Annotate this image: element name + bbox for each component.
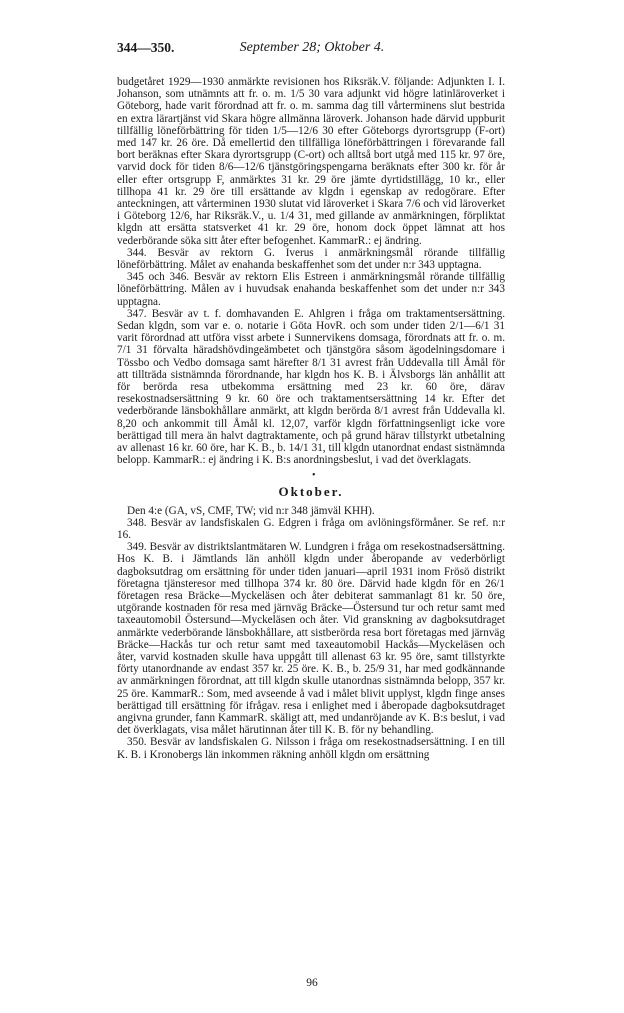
text-body <box>117 76 505 761</box>
paragraph: 347. Besvär av t. f. domhavanden E. Ahlgren i fråga om traktamentsersättning. Sedan klgdn, som var e. o. notarie i Göta HovR. och som under tiden 2/1—6/1 31 varit förordnad att utföra visst arbete i Sunnervikens domsaga, förordnats att fr. o. m. 7/1 31 förvalta häradshövdingeämbetet och tjänstgöra såsom ägodelningsdomare i Tössbo och Vedbo domsaga samt härefter 8/1 31 avrest från Uddevalla till Åmål för att tillträda sistnämnda förordnande, har klgdn hos K. B. i Älvsborgs län anhållit att för berörda resa utbekomma ersättning med 23 kr. 60 öre, därav resekostnadsersättning 9 kr. 60 öre och traktamentsersättning 14 kr. Efter det vederbörande länsbokhållare anmärkt, att klgdn berörda 8/1 avrest från Uddevalla kl. 8,20 och ankommit till Åmål kl. 12,07, varför klgdn författningsenligt icke vore berättigad till mera än halvt dagtraktamente, och på grund härav tillstyrkt utbetalning av allenast 16 kr. 60 öre, har K. B., b. 14/1 31, till klgdn utanordnat endast sistnämnda belopp. KammarR.: ej ändring i K. B:s anordningsbeslut, i vad det överklagats. <box>117 307 505 467</box>
section-separator <box>117 467 505 479</box>
paragraph: 348. Besvär av landsfiskalen G. Edgren i fråga om avlöningsförmåner. Se ref. n:r 16. <box>117 516 505 541</box>
page-number: 96 <box>306 977 318 989</box>
paragraph: 344. Besvär av rektorn G. Iverus i anmärkningsmål rörande tillfällig löneförbättring. Målet av enahanda beskaffenhet som det under n:r 343 upptagna. <box>117 246 505 272</box>
header-date: September 28; Oktober 4. <box>239 40 385 55</box>
month-heading: Oktober. <box>278 483 344 499</box>
paragraph: 349. Besvär av distriktslantmätaren W. Lundgren i fråga om resekostnadsersättning. Hos K. B. i Jämtlands län anhöll klgdn under åberopande av vederbörligt dagboksutdrag om ersättning för under tiden januari—april 1931 inom Frösö distrikt företagna tjänsteresor med tillhopa 374 kr. 80 öre. Därvid hade klgdn för en 26/1 företagen resa Bräcke—Myckeläsen och åter debiterat sammanlagt 81 kr. 50 öre, utgörande kostnaden för resa med järnväg Bräcke—Östersund tur och retur samt med taxeautomobil Östersund—Myckeläsen och åter. Vid granskning av dagboksutdraget anmärkte vederbörande länsbokhållare, att sistberörda resa bort företagas med järnväg Bräcke—Hackås tur och retur samt med taxeautomobil Hackås—Myckeläsen och åter, varvid kostnaden skulle hava uppgått till allenast 63 kr. 95 öre, samt tillstyrkte förty utanordnande av endast 357 kr. 25 öre. K. B., b. 25/9 31, har med godkännande av anmärkningen förordnat, att till klgdn skulle utanordnas sistnämnda belopp, 357 kr. 25 öre. KammarR.: Som, med avseende å vad i målet blivit upplyst, klgdn finge anses berättigad till ersättning för ifrågav. resa i enlighet med i åberopade dagboksutdraget angivna grunder, fann KammarR. skäligt att, med undanröjande av K. B:s beslut, i vad det överklagats, visa målet härutinnan åter till K. B. för ny behandling. <box>117 541 505 737</box>
paragraph: 345 och 346. Besvär av rektorn Elis Estreen i anmärkningsmål rörande tillfällig löneförbättring. Målen av i huvudsak enahanda beskaffenhet som det under n:r 343 upptagna. <box>117 271 505 308</box>
separator-mark: • <box>312 469 316 481</box>
paragraph: 350. Besvär av landsfiskalen G. Nilsson i fråga om resekostnadsersättning. I en till K. B. i Kronobergs län inkommen räkning anhöll klgdn om ersättning <box>117 736 505 761</box>
session-line: Den 4:e (GA, vS, CMF, TW; vid n:r 348 jämväl KHH). <box>127 504 375 517</box>
case-range: 344—350. <box>117 40 175 55</box>
running-header <box>117 40 507 58</box>
paragraph: budgetåret 1929—1930 anmärkte revisionen hos Riksräk.V. följande: Adjunkten I. I. Johanson, som utnämnts att fr. o. m. 1/5 30 vara adjunkt vid högre latinläroverket i Göteborg, hade varit förordnad att fr. o. m. samma dag till vårterminens slut bestrida en extra lärartjänst vid Skara högre allmänna läroverk. Johanson hade därvid uppburit tillfällig löneförbättring för tiden 1/5—12/6 30 efter Göteborgs dyrortsgrupp (F-ort) med 147 kr. 26 öre. Då emellertid den tillfälliga löneförbättringen i förevarande fall bort beräknas efter Skara dyrortsgrupp (C-ort) och alltså bort utgå med 115 kr. 97 öre, varvid dock för tiden 8/6—12/6 tjänstgöringspengarna beräknats efter 300 kr. för år eller efter ortsgrupp F, anmärktes 31 kr. 29 öre jämte dyrtidstillägg, 10 kr., eller tillhopa 41 kr. 29 öre till ersättande av klgdn i egenskap av redogörare. Efter anteckningen, att vårterminen 1930 slutat vid läroverket i Skara 7/6 och vid läroverket i Göteborg 12/6, har Riksräk.V., u. 1/4 31, med gillande av anmärkningen, förpliktat klgdn att ersätta statsverket 41 kr. 29 öre, honom dock öppet lämnat att hos vederbörande söka sitt åter efter befogenhet. KammarR.: ej ändring. <box>117 76 505 247</box>
